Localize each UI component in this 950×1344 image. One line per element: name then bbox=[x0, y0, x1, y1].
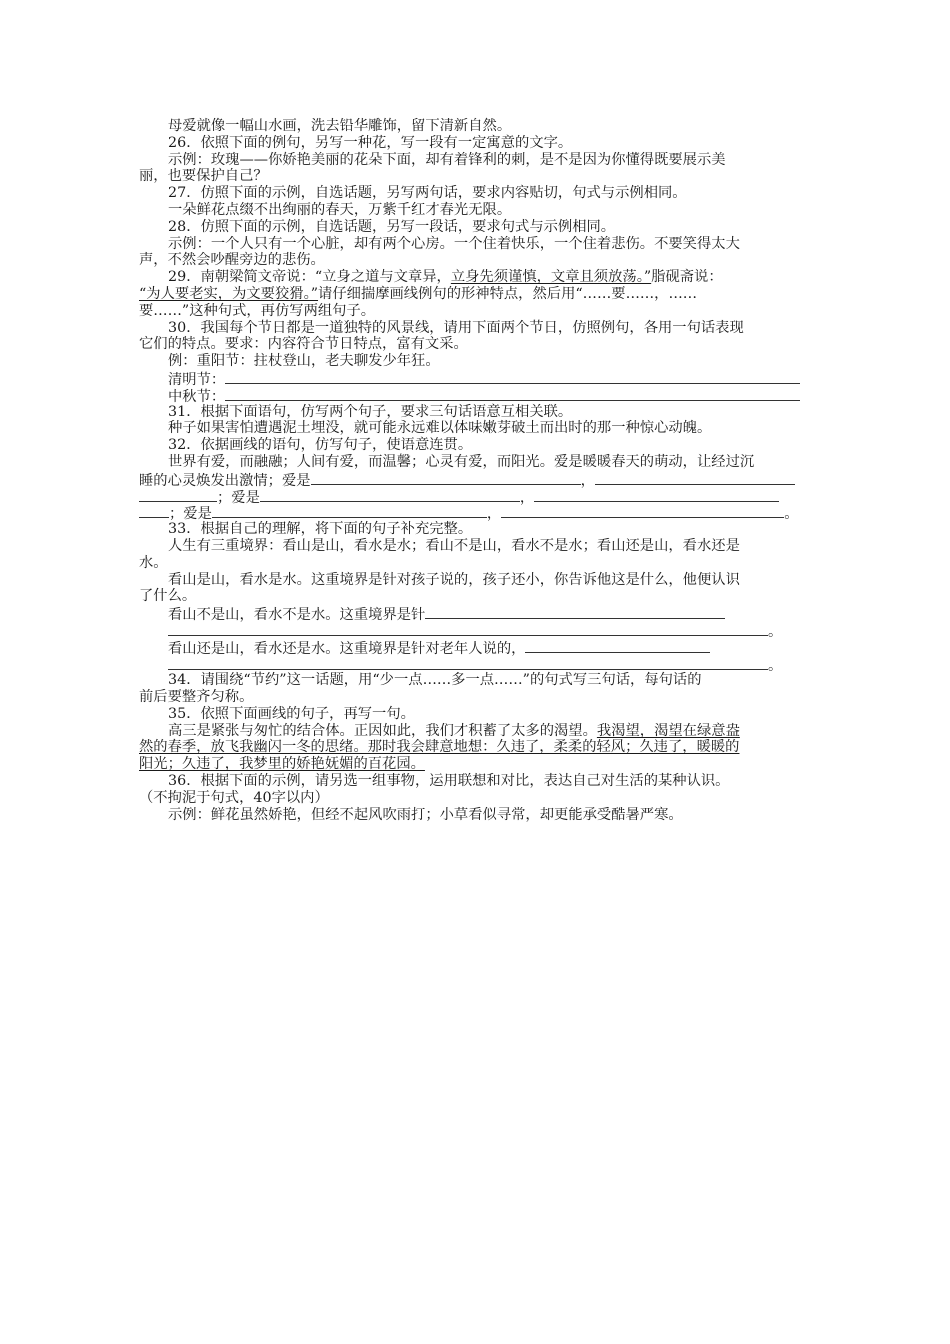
answer-blank[interactable] bbox=[139, 488, 217, 502]
answer-blank[interactable] bbox=[311, 471, 581, 485]
answer-blank[interactable] bbox=[225, 370, 800, 384]
answer-line bbox=[139, 504, 815, 521]
answer-blank[interactable] bbox=[525, 639, 710, 653]
answer-line bbox=[139, 605, 815, 622]
text-line: 前后要整齐匀称。 bbox=[139, 689, 254, 706]
answer-blank[interactable] bbox=[501, 504, 784, 518]
question-28: 28．仿照下面的示例，自选话题，另写一段话，要求句式与示例相同。 bbox=[168, 218, 616, 235]
text-segment: 29．南朝梁简文帝说：“立身之道与文章异， bbox=[168, 269, 451, 286]
text-line: （不拘泥于句式，40字以内） bbox=[139, 789, 329, 806]
text-segment: ；爱是 bbox=[217, 489, 260, 506]
question-36: 36．根据下面的示例，请另选一组事物，运用联想和对比，表达自己对生活的某种认识。 bbox=[168, 773, 730, 790]
text-line: 声，不然会吵醒旁边的悲伤。 bbox=[139, 252, 325, 269]
question-30: 30．我国每个节日都是一道独特的风景线，请用下面两个节日，仿照例句，各用一句话表现 bbox=[168, 319, 744, 336]
answer-line-zhongqiu bbox=[139, 387, 815, 404]
example-text: 一朵鲜花点缀不出绚丽的春天，万紫千红才春光无限。 bbox=[168, 201, 512, 218]
question-31: 31．根据下面语句，仿写两个句子，要求三句话语意互相关联。 bbox=[168, 403, 573, 420]
example-text: 示例：玫瑰——你娇艳美丽的花朵下面，却有着锋利的刺，是不是因为你懂得既要展示美 bbox=[168, 151, 726, 168]
question-34: 34．请围绕“节约”这一话题，用“少一点……多一点……”的句式写三句话，每句话的 bbox=[168, 672, 702, 689]
field-label: 中秋节： bbox=[168, 388, 226, 405]
text-segment: ， bbox=[580, 472, 595, 489]
answer-blank[interactable] bbox=[225, 387, 800, 401]
answer-blank[interactable] bbox=[168, 622, 768, 636]
text-line bbox=[139, 723, 815, 740]
example-text: 示例：鲜花虽然娇艳，但经不起风吹雨打；小草看似寻常，却更能承受酷暑严寒。 bbox=[168, 806, 683, 823]
text-line: 看山是山，看水是水。这重境界是针对孩子说的，孩子还小，你告诉他这是什么，他便认识 bbox=[168, 571, 740, 588]
text-line: 母爱就像一幅山水画，洗去铅华雕饰，留下清新自然。 bbox=[168, 118, 512, 134]
answer-blank[interactable] bbox=[168, 656, 768, 670]
question-33: 33．根据自己的理解，将下面的句子补充完整。 bbox=[168, 521, 473, 538]
underlined-sentence: 我渴望，渴望在绿意盎 bbox=[596, 722, 740, 739]
question-35: 35．依照下面画线的句子，再写一句。 bbox=[168, 705, 415, 722]
text-line: 水。 bbox=[139, 554, 168, 571]
example-text: 示例：一个人只有一个心脏，却有两个心房。一个住着快乐，一个住着悲伤。不要笑得太大 bbox=[168, 235, 740, 252]
text-segment: ；爱是 bbox=[169, 506, 212, 523]
text-line: 要……”这种句式，再仿写两组句子。 bbox=[139, 302, 376, 319]
underlined-sentence: 阳光；久违了，我梦里的娇艳妩媚的百花园。 bbox=[139, 756, 425, 773]
text-segment: 睡的心灵焕发出激情；爱是 bbox=[139, 472, 311, 489]
question-32: 32．依据画线的语句，仿写句子，使语意连贯。 bbox=[168, 437, 473, 454]
text-segment: 。 bbox=[768, 623, 783, 640]
underlined-sentence: 立身先须谨慎，文章且须放荡。” bbox=[450, 269, 652, 286]
answer-blank[interactable] bbox=[534, 488, 779, 502]
answer-line bbox=[139, 488, 815, 505]
text-segment: 。 bbox=[768, 657, 783, 674]
text-segment: 高三是紧张与匆忙的结合体。正因如此，我们才积蓄了太多的渴望。 bbox=[168, 722, 597, 739]
text-line bbox=[139, 286, 815, 303]
text-line bbox=[139, 756, 815, 773]
document-page bbox=[139, 118, 815, 823]
answer-blank[interactable] bbox=[212, 504, 487, 518]
text-segment: 看山不是山，看水不是水。这重境界是针 bbox=[168, 607, 426, 624]
text-line: 世界有爱，而融融；人间有爱，而温馨；心灵有爱，而阳光。爱是暖暖春天的萌动，让经过沉 bbox=[168, 453, 755, 470]
text-segment: 请仔细揣摩画线例句的形神特点，然后用“……要……，…… bbox=[318, 285, 698, 302]
answer-line bbox=[139, 656, 815, 673]
text-segment: 脂砚斋说： bbox=[651, 269, 723, 286]
question-26: 26．依照下面的例句，另写一种花，写一段有一定寓意的文字。 bbox=[168, 134, 573, 151]
answer-line-qingming bbox=[139, 370, 815, 387]
answer-blank[interactable] bbox=[260, 488, 520, 502]
example-text: 例：重阳节：拄杖登山，老夫聊发少年狂。 bbox=[168, 353, 440, 370]
text-segment: 。 bbox=[784, 506, 799, 523]
text-line: 丽，也要保护自己？ bbox=[139, 168, 268, 185]
underlined-sentence: “为人要老实，为文要狡猾。” bbox=[139, 285, 319, 302]
example-text: 种子如果害怕遭遇泥土埋没，就可能永远难以体味嫩芽破土而出时的那一种惊心动魄。 bbox=[168, 420, 712, 437]
underlined-sentence: 然的春季，放飞我幽闪一冬的思绪。那时我会肆意地想：久违了，柔柔的轻风；久违了，暖暖的 bbox=[139, 739, 740, 756]
text-segment: 看山还是山，看水还是水。这重境界是针对老年人说的， bbox=[168, 640, 526, 657]
text-segment: ， bbox=[486, 506, 502, 523]
answer-blank[interactable] bbox=[595, 471, 795, 485]
question-29 bbox=[139, 269, 815, 286]
answer-blank[interactable] bbox=[425, 605, 725, 619]
text-line: 了什么。 bbox=[139, 588, 197, 605]
answer-line bbox=[139, 622, 815, 639]
text-line: 它们的特点。要求：内容符合节日特点，富有文采。 bbox=[139, 336, 468, 353]
answer-line bbox=[139, 471, 815, 488]
question-27: 27．仿照下面的示例，自选话题，另写两句话，要求内容贴切，句式与示例相同。 bbox=[168, 185, 687, 202]
text-segment: ， bbox=[519, 489, 535, 506]
answer-blank[interactable] bbox=[139, 504, 169, 518]
field-label: 清明节： bbox=[168, 371, 226, 388]
answer-line bbox=[139, 639, 815, 656]
text-line: 人生有三重境界：看山是山，看水是水；看山不是山，看水不是水；看山还是山，看水还是 bbox=[168, 537, 740, 554]
